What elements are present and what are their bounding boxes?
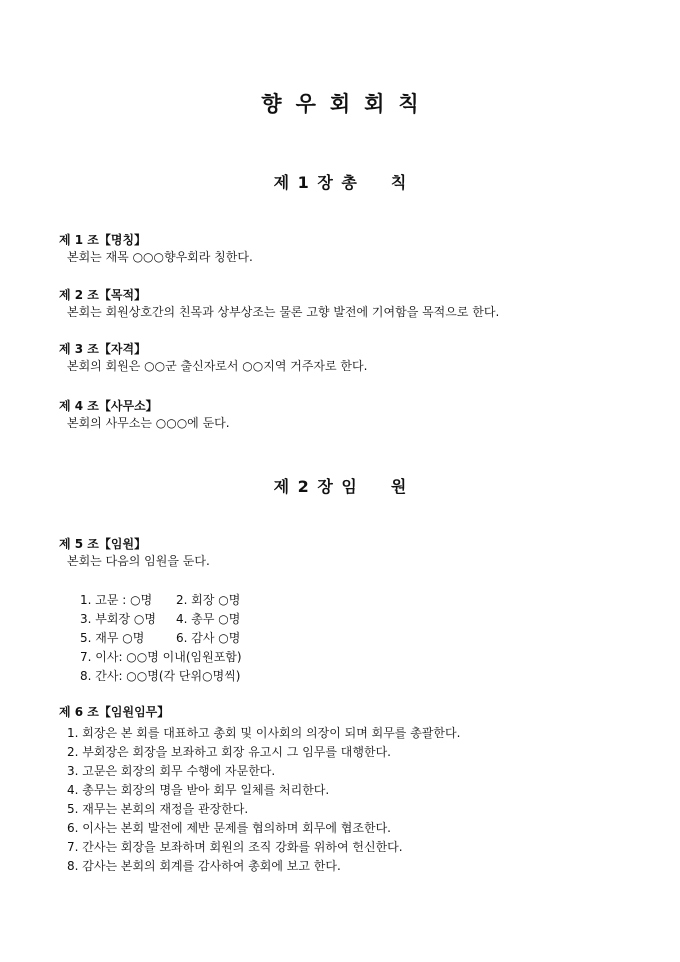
article-heading: 제 3 조【자격】 <box>59 342 147 356</box>
article-3 <box>59 342 639 376</box>
article-4 <box>59 399 639 433</box>
list-item: 3. 부회장 ○명 4. 총무 ○명 <box>80 612 241 626</box>
article-body: 본회의 회원은 ○○군 출신자로서 ○○지역 거주자로 한다. <box>67 359 368 373</box>
list-item: 2. 부회장은 회장을 보좌하고 회장 유고시 그 임무를 대행한다. <box>67 745 391 759</box>
officer-list <box>80 591 242 686</box>
article-heading: 제 6 조【임원임무】 <box>59 705 170 719</box>
article-1 <box>59 233 639 267</box>
chapter-name-second: 칙 <box>390 173 407 192</box>
article-body: 본회의 사무소는 ○○○에 둔다. <box>67 416 230 430</box>
article-5 <box>59 537 639 571</box>
chapter-number: 제 2 장 <box>273 477 333 496</box>
article-body: 본회는 회원상호간의 친목과 상부상조는 물론 고향 발전에 기여함을 목적으로 한다. <box>67 305 500 319</box>
article-heading: 제 4 조【사무소】 <box>59 399 158 413</box>
article-2 <box>59 288 639 322</box>
list-item: 3. 고문은 회장의 회무 수행에 자문한다. <box>67 764 276 778</box>
chapter-number: 제 1 장 <box>273 173 333 192</box>
article-heading: 제 1 조【명칭】 <box>59 233 147 247</box>
list-item: 7. 간사는 회장을 보좌하며 회원의 조직 강화를 위하여 헌신한다. <box>67 840 403 854</box>
chapter-heading-1 <box>0 170 680 193</box>
article-body: 본회는 다음의 임원을 둔다. <box>67 554 210 568</box>
list-item: 4. 총무는 회장의 명을 받아 회무 일체를 처리한다. <box>67 783 330 797</box>
list-item: 5. 재무는 본회의 재정을 관장한다. <box>67 802 249 816</box>
chapter-name-first: 총 <box>341 173 357 192</box>
list-item: 8. 감사는 본회의 회계를 감사하여 총회에 보고 한다. <box>67 859 341 873</box>
list-item: 5. 재무 ○명 6. 감사 ○명 <box>80 631 241 645</box>
chapter-name-first: 임 <box>341 477 357 496</box>
list-item: 1. 회장은 본 회를 대표하고 총회 및 이사회의 의장이 되며 회무를 총괄한다. <box>67 726 461 740</box>
list-item: 1. 고문 : ○명 2. 회장 ○명 <box>80 593 241 607</box>
chapter-name-second: 원 <box>390 477 407 496</box>
list-item: 6. 이사는 본회 발전에 제반 문제를 협의하며 회무에 협조한다. <box>67 821 391 835</box>
list-item: 8. 간사: ○○명(각 단위○명씩) <box>80 669 241 683</box>
list-item: 7. 이사: ○○명 이내(임원포함) <box>80 650 242 664</box>
duty-list <box>67 724 460 876</box>
document-title: 향우회회칙 <box>261 92 433 116</box>
article-body: 본회는 재목 ○○○향우회라 칭한다. <box>67 250 253 264</box>
article-6 <box>59 705 639 720</box>
article-heading: 제 5 조【임원】 <box>59 537 147 551</box>
article-heading: 제 2 조【목적】 <box>59 288 147 302</box>
chapter-heading-2 <box>0 474 680 497</box>
